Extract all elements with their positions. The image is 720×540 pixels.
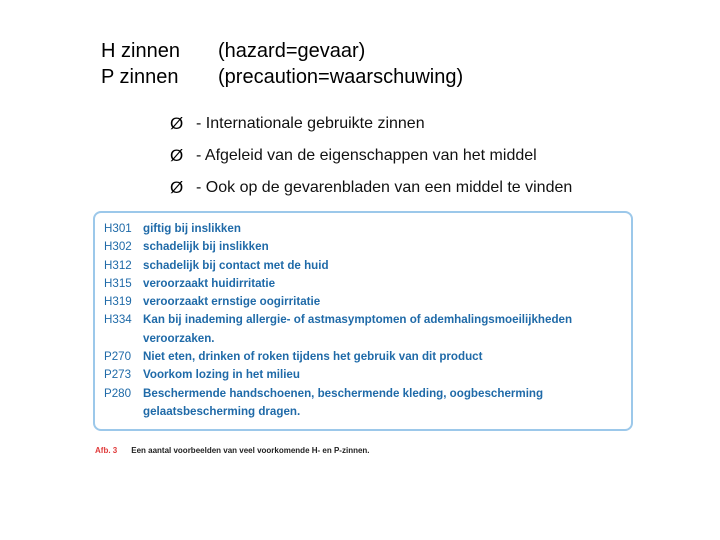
phrase-text: giftig bij inslikken — [143, 222, 241, 235]
phrase-row — [104, 348, 631, 366]
bullet-list — [170, 108, 572, 204]
phrase-code — [104, 330, 143, 348]
phrase-text: Niet eten, drinken of roken tijdens het gebruik van dit product — [143, 350, 483, 364]
bullet-text: - Internationale gebruikte zinnen — [196, 115, 425, 132]
phrase-code: H302 — [104, 240, 132, 254]
phrases-box — [93, 211, 633, 431]
phrase-text: Beschermende handschoenen, beschermende kleding, oogbescherming — [143, 386, 544, 400]
caption-text: Een aantal voorbeelden van veel voorkomende H- en P-zinnen. — [131, 446, 370, 455]
phrase-code: H312 — [104, 258, 132, 272]
phrase-code — [104, 403, 143, 421]
phrase-code: P273 — [104, 368, 132, 382]
bullet-item — [170, 140, 572, 172]
bullet-text: - Ook op de gevarenbladen van een middel te vinden — [196, 179, 573, 196]
arrow-bullet-icon: Ø — [170, 178, 184, 197]
arrow-bullet-icon: Ø — [170, 146, 184, 165]
phrase-row — [104, 311, 631, 329]
precaution-definition: (precaution=waarschuwing) — [218, 66, 464, 88]
phrase-row — [104, 366, 631, 384]
p-zinnen-heading: P zinnen — [101, 66, 179, 88]
phrase-row — [104, 330, 631, 348]
phrase-text: Voorkom lozing in het milieu — [143, 368, 300, 382]
phrase-code: H315 — [104, 276, 132, 290]
phrase-code: P270 — [104, 350, 132, 364]
phrase-text: Kan bij inademing allergie- of astmasymptomen of ademhalingsmoeilijkheden — [143, 313, 573, 327]
phrase-text: gelaatsbescherming dragen. — [143, 404, 301, 418]
phrase-row — [104, 385, 631, 403]
phrase-code: P280 — [104, 386, 132, 400]
phrase-row — [104, 257, 631, 275]
phrase-row — [104, 238, 631, 256]
phrase-row — [104, 293, 631, 311]
phrase-code: H319 — [104, 295, 132, 309]
header-left — [101, 38, 180, 90]
phrase-row — [104, 275, 631, 293]
hazard-definition: (hazard=gevaar) — [218, 40, 366, 62]
caption-label: Afb. 3 — [95, 446, 118, 455]
phrase-text: schadelijk bij contact met de huid — [143, 258, 329, 272]
phrase-code: H334 — [104, 313, 132, 327]
bullet-text: - Afgeleid van de eigenschappen van het middel — [196, 147, 537, 164]
phrase-row — [104, 220, 631, 238]
phrase-row — [104, 403, 631, 421]
arrow-bullet-icon: Ø — [170, 114, 184, 133]
bullet-item — [170, 108, 572, 140]
bullet-item — [170, 172, 572, 204]
phrase-text: veroorzaken. — [143, 331, 215, 345]
phrase-text: schadelijk bij inslikken — [143, 240, 269, 254]
phrase-text: veroorzaakt ernstige oogirritatie — [143, 295, 321, 309]
phrase-code: H301 — [104, 222, 132, 235]
phrase-text: veroorzaakt huidirritatie — [143, 276, 276, 290]
header-right — [218, 38, 463, 90]
figure-caption — [95, 446, 370, 455]
h-zinnen-heading: H zinnen — [101, 40, 180, 62]
